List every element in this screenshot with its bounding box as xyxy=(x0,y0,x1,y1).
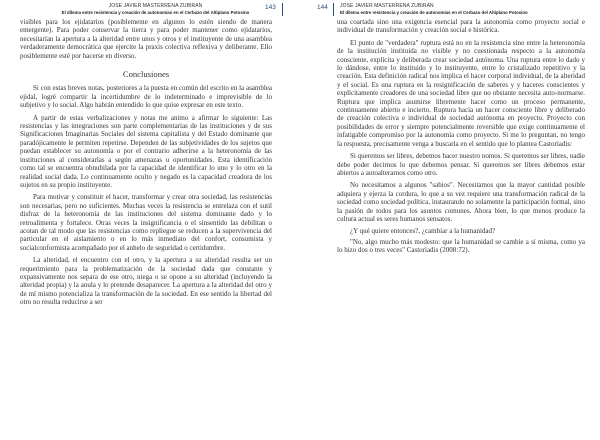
header-divider xyxy=(333,3,334,16)
page-number: 144 xyxy=(317,4,328,11)
header-author: JOSE JAVIER MASTERRENA ZUBIRAN xyxy=(108,3,203,9)
running-header-text xyxy=(340,3,555,16)
paragraph: La alteridad, el encuentro con el otro, y la apertura a su alteridad resulta ser un requerimiento para la problematización de la sociedad dada que constante y expansivamente nos separa de ese otro, niega o se opone a su alteridad (incluyendo la alteridad propia) y la anula y lo pretende desaparecer. La apertura a la alteridad del otro y de mí mismo potencializa la transformación de la sociedad. En ese sentido la libertad del otro no resulta reducirse a ser xyxy=(20,256,272,307)
page-body xyxy=(20,18,272,309)
paragraph: A partir de estas verbalizaciones y notas me animo a afirmar lo siguiente: Las resistencias y las integraciones son parte complementarias de las instituciones y de sus Significaciones Imaginarias Sociales del sistema capitalista y del Estado dominante que paradójicamente le permiten repetirse. Dependen de las subjetividades de los sujetos que puedan establecer su autonomía o por el contrario adherirse a la heteronomía de las instituciones al considerarlas a según amenazas u oportunidades. Esta identificación como tal se encuentra obnubilada por la capacidad de identificar lo uno y lo otro en la realidad social dada. Lo continuamente oculto y negado es la capacidad creadora de los sujetos en su propio instituyente. xyxy=(20,113,272,189)
paragraph: Si con estas breves notas, posteriores a la puesta en común del escrito en la asamblea ejidal, logré compartir la incertidumbre de lo indeterminado e imprevisible de lo subjetivo y lo social. Algo habrán entendido lo que quise expresar en este texto. xyxy=(20,84,272,110)
right-page xyxy=(300,0,600,440)
page-body xyxy=(337,18,585,257)
section-title: Conclusiones xyxy=(122,69,170,80)
block-quote: No necesitamos a algunos "sabios". Necesitamos que la mayor cantidad posible adquiera y ejerza la cordura, lo que a su vez requiere una transformación radical de la sociedad como sociedad política, instaurando no solamente la participación formal, sino la pasión de todos para los asuntos comunes. Ahora bien, lo que menos produce la cultura actual es seres humanos sensatos. xyxy=(337,181,585,223)
header-subtitle: El dilema entre resistencia y creación de autonomías en el Cerbazo del Altiplano Potosino xyxy=(61,9,250,15)
header-divider xyxy=(282,3,283,16)
paragraph: una coartada sino una exigencia esencial para la autonomía como proyecto social e individual de transformación y creación social e histórica. xyxy=(337,18,585,35)
paragraph: Para motivar y constituir el hacer, transformar y crear otra sociedad, las resistencias son necesarias, pero no suficientes. Muchas veces la resistencia se entrelaza con el sutil disfraz de la heteronomía de las instituciones del sistema dominante dado y lo retroalimenta y fortalece. Otras veces la insignificancia o el sinsentido las debilitan o acotan de tal modo que las resistencias como repliegue se reducen a la supervivencia del particular en el aislamiento o en lo más inmediato del confort, consumista y socialconformista acompañado por el anhelo de seguridad o certidumbre. xyxy=(20,193,272,252)
header-author: JOSE JAVIER MASTERRENA ZUBIRAN xyxy=(340,3,434,9)
paragraph: visibles para los ejidatarios (posiblemente en algunos lo estén siendo de manera emergente). Para poder conservar la tierra y para poder mantener como ejidatarios, necesitarían la apertura a la alteridad entre unos y otros y el instituyente de una asamblea verdaderamente democrática que ejercite la praxis colectiva reflexiva y deliberante. Ello posiblemente esté por hacerse en diverso. xyxy=(20,18,272,60)
block-quote: "No, algo mucho más modesto: que la humanidad se cambie a sí misma, como ya lo hizo dos o tres veces" Castoriadis (2008:72). xyxy=(337,237,585,255)
paragraph: El punto de "verdadera" ruptura está no en la resistencia sino entre la heteronomía de la institución instituida no visible y no cuestionada respecto a la autonomía consciente, explícita y deliberada crear sociedad autónoma. Una ruptura entre lo dado y lo dándose, entre lo instituido y lo instituyente, entre lo cristalizado repetitivo y la creación. Esta definición radical nos implica el hacer corporal individual, de la alteridad y el social. Es una ruptura en la resignificación de saberes y y haceres conscientes y explícitamente creadores de una sociedad libre que no obstante necesita auto-normarse. Ruptura que implica asumirse libremente hacer como un proceso permanente, continuamente abierto e incierto. Ruptura hacia un hacer consciente libre y deliberado de creación colectiva e individual de sociedad autónoma en proyecto. Proyecto con posibilidades de error y siempre potencialmente reversible que exige continuamente el infatigable compromiso por la autonomía como proyecto. Si me lo preguntan, no tengo la respuesta, precisamente venga a buscarla en el sentido que lo plantea Castoriadis: xyxy=(337,38,585,148)
block-quote: ¿Y qué quiere entonces?, ¿cambiar a la humanidad? xyxy=(350,227,496,236)
page-number: 143 xyxy=(265,4,276,11)
running-header-text xyxy=(48,3,263,16)
header-subtitle: El dilema entre resistencia y creación de autonomías en el Cerbazo del Altiplano Potosino xyxy=(340,9,528,15)
block-quote: Si queremos ser libres, debemos hacer nuestro nomos. Si queremos ser libres, nadie debe poder decirnos lo que debemos pensar. Si queremos ser libres debemos estar abiertos a autoalterarnos como otro. xyxy=(337,152,585,177)
